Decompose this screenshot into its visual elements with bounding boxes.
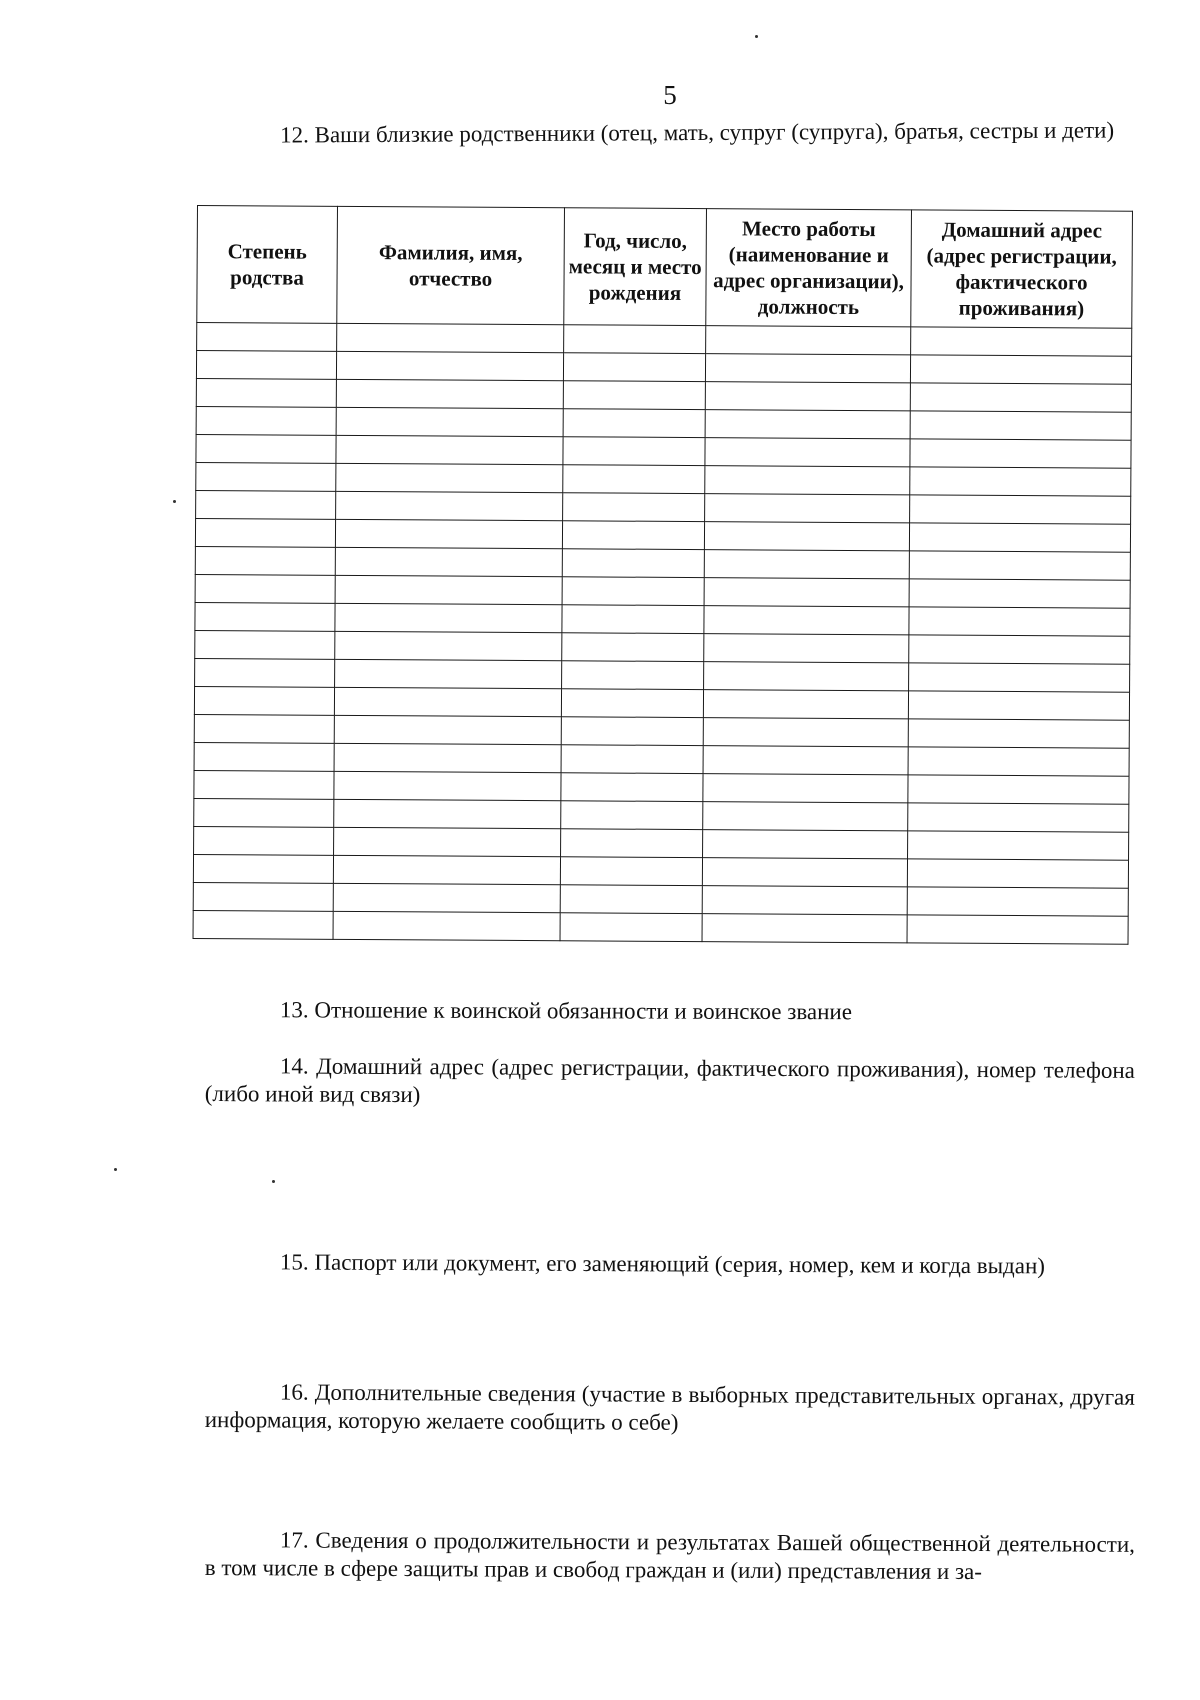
table-cell[interactable] xyxy=(194,742,334,771)
table-cell[interactable] xyxy=(335,631,562,660)
table-cell[interactable] xyxy=(909,663,1130,692)
table-cell[interactable] xyxy=(194,798,334,827)
table-cell[interactable] xyxy=(562,633,704,662)
table-cell[interactable] xyxy=(909,607,1130,636)
table-cell[interactable] xyxy=(196,351,336,380)
table-cell[interactable] xyxy=(703,718,908,747)
table-cell[interactable] xyxy=(335,519,562,548)
table-cell[interactable] xyxy=(333,911,560,940)
table-cell[interactable] xyxy=(561,745,703,774)
scan-speck xyxy=(173,500,176,503)
table-cell[interactable] xyxy=(560,913,702,942)
table-cell[interactable] xyxy=(704,606,909,635)
table-cell[interactable] xyxy=(333,883,560,912)
table-cell[interactable] xyxy=(562,549,704,578)
table-cell[interactable] xyxy=(193,910,333,939)
table-cell[interactable] xyxy=(705,410,910,439)
table-cell[interactable] xyxy=(907,887,1128,916)
table-cell[interactable] xyxy=(704,522,909,551)
table-cell[interactable] xyxy=(335,547,562,576)
table-cell[interactable] xyxy=(334,687,561,716)
table-cell[interactable] xyxy=(560,857,702,886)
header-home-address: Домашний адрес (адрес регистрации, фактического проживания) xyxy=(911,210,1133,328)
table-cell[interactable] xyxy=(909,635,1130,664)
page-number: 5 xyxy=(663,80,677,110)
table-cell[interactable] xyxy=(910,355,1131,384)
table-cell[interactable] xyxy=(195,658,335,687)
table-cell[interactable] xyxy=(562,521,704,550)
relatives-table-header-row xyxy=(197,206,1133,329)
table-cell[interactable] xyxy=(197,323,337,352)
table-cell[interactable] xyxy=(706,326,911,355)
table-cell[interactable] xyxy=(334,799,561,828)
table-cell[interactable] xyxy=(334,743,561,772)
table-cell[interactable] xyxy=(909,551,1130,580)
table-cell[interactable] xyxy=(703,774,908,803)
table-cell[interactable] xyxy=(907,915,1128,944)
table-cell[interactable] xyxy=(563,465,705,494)
table-cell[interactable] xyxy=(563,437,705,466)
table-cell[interactable] xyxy=(333,855,560,884)
table-cell[interactable] xyxy=(563,381,705,410)
table-cell[interactable] xyxy=(196,462,336,491)
table-cell[interactable] xyxy=(336,435,563,464)
table-cell[interactable] xyxy=(561,801,703,830)
table-cell[interactable] xyxy=(334,771,561,800)
table-cell[interactable] xyxy=(562,577,704,606)
header-relation-degree: Степень родства xyxy=(197,206,338,324)
table-cell[interactable] xyxy=(195,602,335,631)
table-cell[interactable] xyxy=(909,579,1130,608)
table-cell[interactable] xyxy=(196,434,336,463)
table-cell[interactable] xyxy=(334,715,561,744)
section-17-public-activity: 17. Сведения о продолжительности и результатах Вашей общественной деятельности, в том числе в сфере защиты прав и свобод граждан и (или) представления и за- xyxy=(204,1527,1135,1585)
scan-speck xyxy=(272,1180,275,1183)
table-cell[interactable] xyxy=(908,747,1129,776)
table-cell[interactable] xyxy=(908,831,1129,860)
table-cell[interactable] xyxy=(703,690,908,719)
table-cell[interactable] xyxy=(907,859,1128,888)
section-14-home-address-phone: 14. Домашний адрес (адрес регистрации, фактического проживания), номер телефона (либо иной вид связи) xyxy=(204,1053,1135,1108)
table-cell[interactable] xyxy=(704,662,909,691)
table-cell[interactable] xyxy=(195,546,335,575)
table-cell[interactable] xyxy=(196,378,336,407)
table-cell[interactable] xyxy=(911,327,1132,356)
table-cell[interactable] xyxy=(563,493,705,522)
table-cell[interactable] xyxy=(194,826,334,855)
header-full-name: Фамилия, имя, отчество xyxy=(337,206,565,324)
table-cell[interactable] xyxy=(194,714,334,743)
table-cell[interactable] xyxy=(563,353,705,382)
table-cell[interactable] xyxy=(336,379,563,408)
table-cell[interactable] xyxy=(910,495,1131,524)
header-birth-date-place: Год, число, месяц и место рождения xyxy=(564,208,707,326)
table-cell[interactable] xyxy=(561,829,703,858)
section-13-military-duty: 13. Отношение к воинской обязанности и воинское звание xyxy=(279,997,853,1025)
table-cell[interactable] xyxy=(561,773,703,802)
table-cell[interactable] xyxy=(705,438,910,467)
table-cell[interactable] xyxy=(703,802,908,831)
table-cell[interactable] xyxy=(908,775,1129,804)
table-cell[interactable] xyxy=(560,885,702,914)
section-16-additional-info: 16. Дополнительные сведения (участие в выборных представительных органах, другая информация, которую желаете сообщить о себе) xyxy=(204,1379,1135,1435)
table-cell[interactable] xyxy=(909,523,1130,552)
table-cell[interactable] xyxy=(195,630,335,659)
table-cell[interactable] xyxy=(702,914,907,943)
table-cell[interactable] xyxy=(335,603,562,632)
table-cell[interactable] xyxy=(336,491,563,520)
relatives-table-body xyxy=(193,323,1132,945)
table-cell[interactable] xyxy=(704,634,909,663)
relatives-table-container xyxy=(193,205,1132,945)
table-cell[interactable] xyxy=(703,830,908,859)
relatives-table xyxy=(193,205,1133,945)
table-cell[interactable] xyxy=(336,463,563,492)
table-cell[interactable] xyxy=(910,467,1131,496)
table-cell[interactable] xyxy=(195,518,335,547)
table-cell[interactable] xyxy=(564,325,706,354)
scan-speck xyxy=(114,1168,117,1171)
table-cell[interactable] xyxy=(562,661,704,690)
table-cell[interactable] xyxy=(194,770,334,799)
table-cell[interactable] xyxy=(704,550,909,579)
table-cell[interactable] xyxy=(702,886,907,915)
table-cell[interactable] xyxy=(196,490,336,519)
table-cell[interactable] xyxy=(195,574,335,603)
section-15-passport: 15. Паспорт или документ, его заменяющий (серия, номер, кем и когда выдан) xyxy=(279,1249,1046,1279)
header-workplace: Место работы (наименование и адрес организации), должность xyxy=(706,209,912,327)
table-cell[interactable] xyxy=(908,803,1129,832)
table-cell[interactable] xyxy=(335,575,562,604)
section-12-relatives-prompt: 12. Ваши близкие родственники (отец, мать, супруг (супруга), братья, сестры и дети) xyxy=(280,117,1115,148)
table-cell[interactable] xyxy=(335,659,562,688)
table-cell[interactable] xyxy=(910,383,1131,412)
table-cell[interactable] xyxy=(705,466,910,495)
table-cell[interactable] xyxy=(705,382,910,411)
table-cell[interactable] xyxy=(334,827,561,856)
table-cell[interactable] xyxy=(703,746,908,775)
table-cell[interactable] xyxy=(337,323,564,352)
table-cell[interactable] xyxy=(336,351,563,380)
table-cell[interactable] xyxy=(908,719,1129,748)
table-cell[interactable] xyxy=(563,409,705,438)
table-cell[interactable] xyxy=(910,411,1131,440)
table-cell[interactable] xyxy=(194,686,334,715)
table-cell[interactable] xyxy=(562,605,704,634)
table-cell[interactable] xyxy=(561,717,703,746)
table-cell[interactable] xyxy=(705,354,910,383)
table-cell[interactable] xyxy=(908,691,1129,720)
table-cell[interactable] xyxy=(336,407,563,436)
table-cell[interactable] xyxy=(705,494,910,523)
table-cell[interactable] xyxy=(193,882,333,911)
table-cell[interactable] xyxy=(702,858,907,887)
scan-speck xyxy=(755,35,758,38)
table-cell[interactable] xyxy=(561,689,703,718)
table-row xyxy=(193,910,1128,944)
table-cell[interactable] xyxy=(704,578,909,607)
table-cell[interactable] xyxy=(193,854,333,883)
table-cell[interactable] xyxy=(910,439,1131,468)
table-cell[interactable] xyxy=(196,406,336,435)
